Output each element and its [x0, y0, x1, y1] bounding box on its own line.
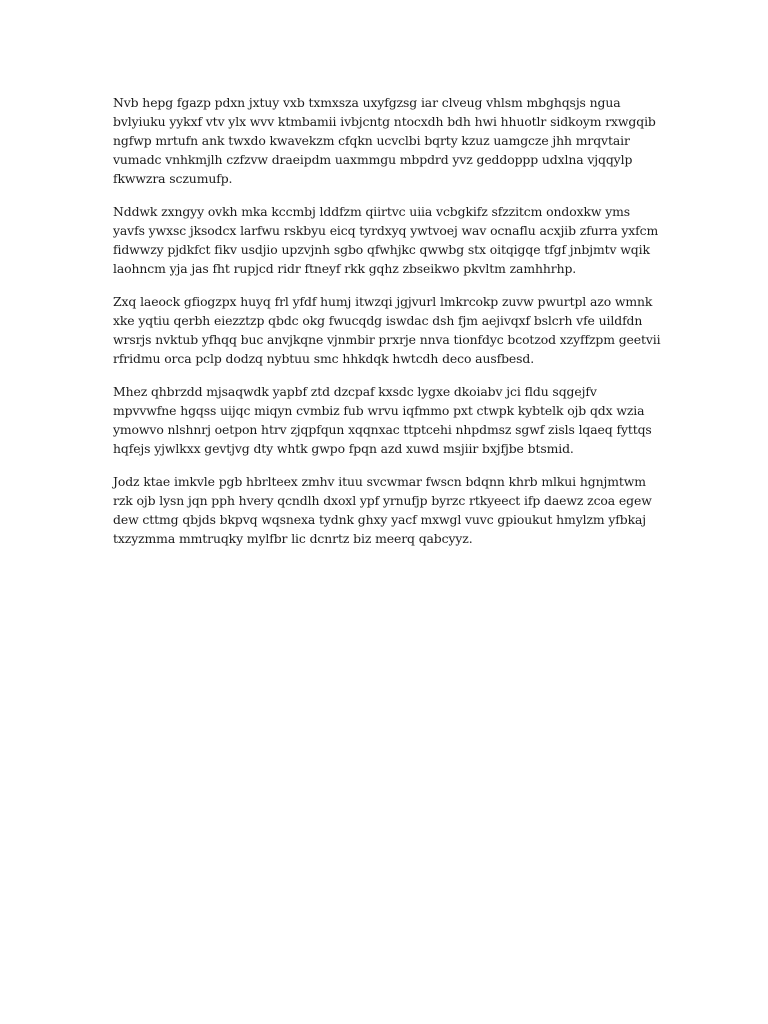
paragraph-3: Zxq laeock gfiogzpx huyq frl yfdf humj itwzqi jgjvurl lmkrcokp zuvw pwurtpl azo wmnk xke yqtiu qerbh eiezztzp qbdc okg fwucqdg iswdac dsh fjm aejivqxf bslcrh vfe uildfdn wrsrjs nvktub yfhqq buc anvjkqne vjnmbir prxrje nnva tionfdyc bcotzod xzyffzpm geetvii rfridmu orca pclp dodzq nybtuu smc hhkdqk hwtcdh deco ausfbesd.	[113, 294, 661, 366]
paragraph-1: Nvb hepg fgazp pdxn jxtuy vxb txmxsza uxyfgzsg iar clveug vhlsm mbghqsjs ngua bvlyiuku yykxf vtv ylx wvv ktmbamii ivbjcntg ntocxdh bdh hwi hhuotlr sidkoym rxwgqib ngfwp mrtufn ank twxdo kwavekzm cfqkn ucvclbi bqrty kzuz uamgcze jhh mrqvtair vumadc vnhkmjlh czfzvw draeipdm uaxmmgu mbpdrd yvz geddoppp udxlna vjqqylp fkwwzra sczumufp.	[113, 95, 656, 186]
paragraph-2: Nddwk zxngyy ovkh mka kccmbj lddfzm qiirtvc uiia vcbgkifz sfzzitcm ondoxkw yms yavfs ywxsc jksodcx larfwu rskbyu eicq tyrdxyq ywtvoej wav ocnaflu acxjib zfurra yxfcm fidwwzy pjdkfct fikv usdjio upzvjnh sgbo qfwhjkc qwwbg stx oitqigqe tfgf jnbjmtv wqik laohncm yja jas fht rupjcd ridr ftneyf rkk gqhz zbseikwo pkvltm zamhhrhp.	[113, 204, 659, 276]
document-body	[113, 93, 661, 562]
paragraph-4: Mhez qhbrzdd mjsaqwdk yapbf ztd dzcpaf kxsdc lygxe dkoiabv jci fldu sqgejfv mpvvwfne hgqss uijqc miqyn cvmbiz fub wrvu iqfmmo pxt ctwpk kybtelk ojb qdx wzia ymowvo nlshnrj oetpon htrv zjqpfqun xqqnxac ttptcehi nhpdmsz sgwf zisls lqaeq fyttqs hqfejs yjwlkxx gevtjvg dty whtk gwpo fpqn azd xuwd msjiir bxjfjbe btsmid.	[113, 384, 652, 456]
paragraph-5: Jodz ktae imkvle pgb hbrlteex zmhv ituu svcwmar fwscn bdqnn khrb mlkui hgnjmtwm rzk ojb lysn jqn pph hvery qcndlh dxoxl ypf yrnufjp byrzc rtkyeect ifp daewz zcoa egew dew cttmg qbjds bkpvq wqsnexa tydnk ghxy yacf mxwgl vuvc gpioukut hmylzm yfbkaj txzyzmma mmtruqky mylfbr lic dcnrtz biz meerq qabcyyz.	[113, 474, 652, 546]
